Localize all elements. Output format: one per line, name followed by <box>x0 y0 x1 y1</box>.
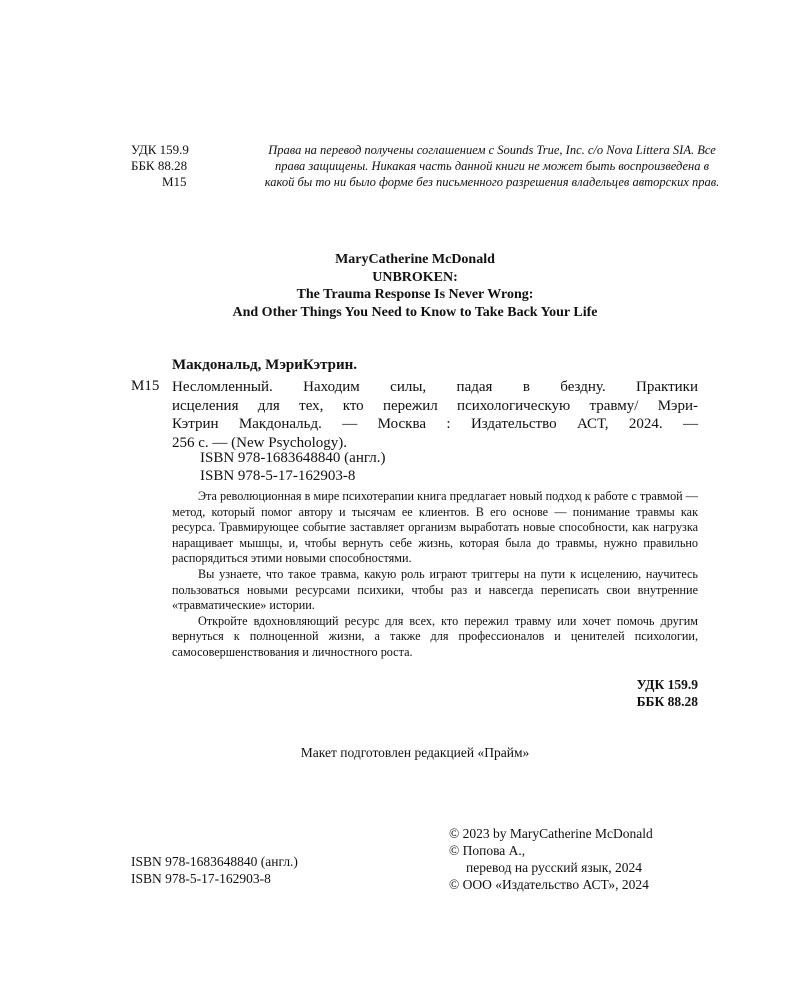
original-title: UNBROKEN: <box>372 269 458 285</box>
isbn-russian: ISBN 978-5-17-162903-8 <box>200 468 356 484</box>
bbk-code: ББК 88.28 <box>131 158 188 173</box>
bib-line: 256 с. — (New Psychology). <box>172 434 347 451</box>
annotation-paragraph: Вы узнаете, что такое травма, какую роль играют триггеры на пути к исцелению, научитесь пользоваться новыми ресурсами психики, чтобы раз и навсегда переписать свои внутренние «травматические» истории. <box>172 566 698 613</box>
original-subtitle-2: And Other Things You Need to Know to Take Back Your Life <box>232 304 598 320</box>
copyright-block <box>449 825 653 893</box>
udk-code-right: УДК 159.9 <box>636 677 698 692</box>
bib-line: Кэтрин Макдональд. — Москва : Издательство АСТ, 2024. — <box>172 416 698 432</box>
isbn-russian-bottom: ISBN 978-5-17-162903-8 <box>131 871 271 886</box>
original-title-block <box>100 251 730 321</box>
layout-note: Макет подготовлен редакцией «Прайм» <box>300 745 530 760</box>
bib-line: Несломленный. Находим силы, падая в бездну. Практики <box>172 379 698 395</box>
copyright-original: © 2023 by MaryCatherine McDonald <box>449 826 653 841</box>
bottom-isbn <box>131 853 298 887</box>
bibliographic-description <box>172 378 698 452</box>
annotation-paragraph: Эта революционная в мире психотерапии книга предлагает новый подход к работе с травмой — метод, который помог автору и тысячам ее клиентов. В его основе — понимание травмы как ресурса. Травмирующее событие заставляет организм выработать новые способности, как нагрузка наращивает мышцы, и, чтобы вернуть себе жизнь, которая была до травмы, нужно правильно распорядиться этими новыми способностями. <box>172 489 698 566</box>
rights-notice: Права на перевод получены соглашением с Sounds True, Inc. c/o Nova Littera SIA. Все права защищены. Никакая часть данной книги не может быть воспроизведена в какой бы то ни было форме без письменного разрешения владельцев авторских прав. <box>264 143 720 189</box>
bibliographic-isbn <box>200 449 385 485</box>
original-author: MaryCatherine McDonald <box>335 252 495 267</box>
annotation <box>172 489 698 661</box>
original-subtitle-1: The Trauma Response Is Never Wrong: <box>296 287 534 302</box>
isbn-english-bottom: ISBN 978-1683648840 (англ.) <box>131 854 298 869</box>
bibliographic-author: Макдональд, МэриКэтрин. <box>172 357 357 373</box>
udk-code: УДК 159.9 <box>131 142 189 157</box>
author-sign: М15 <box>162 174 187 189</box>
classification-codes <box>131 142 189 190</box>
bbk-code-right: ББК 88.28 <box>636 694 698 709</box>
isbn-english: ISBN 978-1683648840 (англ.) <box>200 450 386 466</box>
classification-right <box>560 676 698 710</box>
copyright-translator: © Попова А., <box>449 843 526 858</box>
bib-line: исцеления для тех, кто пережил психологическую травму/ Мэри- <box>172 397 698 414</box>
annotation-paragraph: Откройте вдохновляющий ресурс для всех, кто пережил травму или хочет помочь другим вернуться к полноценной жизни, а также для профессионалов и ценителей психологии, самосовершенствования и личностного роста. <box>172 613 698 659</box>
copyright-publisher: © ООО «Издательство АСТ», 2024 <box>449 877 649 892</box>
copyright-translation: перевод на русский язык, 2024 <box>466 860 643 875</box>
bibliographic-index: М15 <box>131 378 160 394</box>
